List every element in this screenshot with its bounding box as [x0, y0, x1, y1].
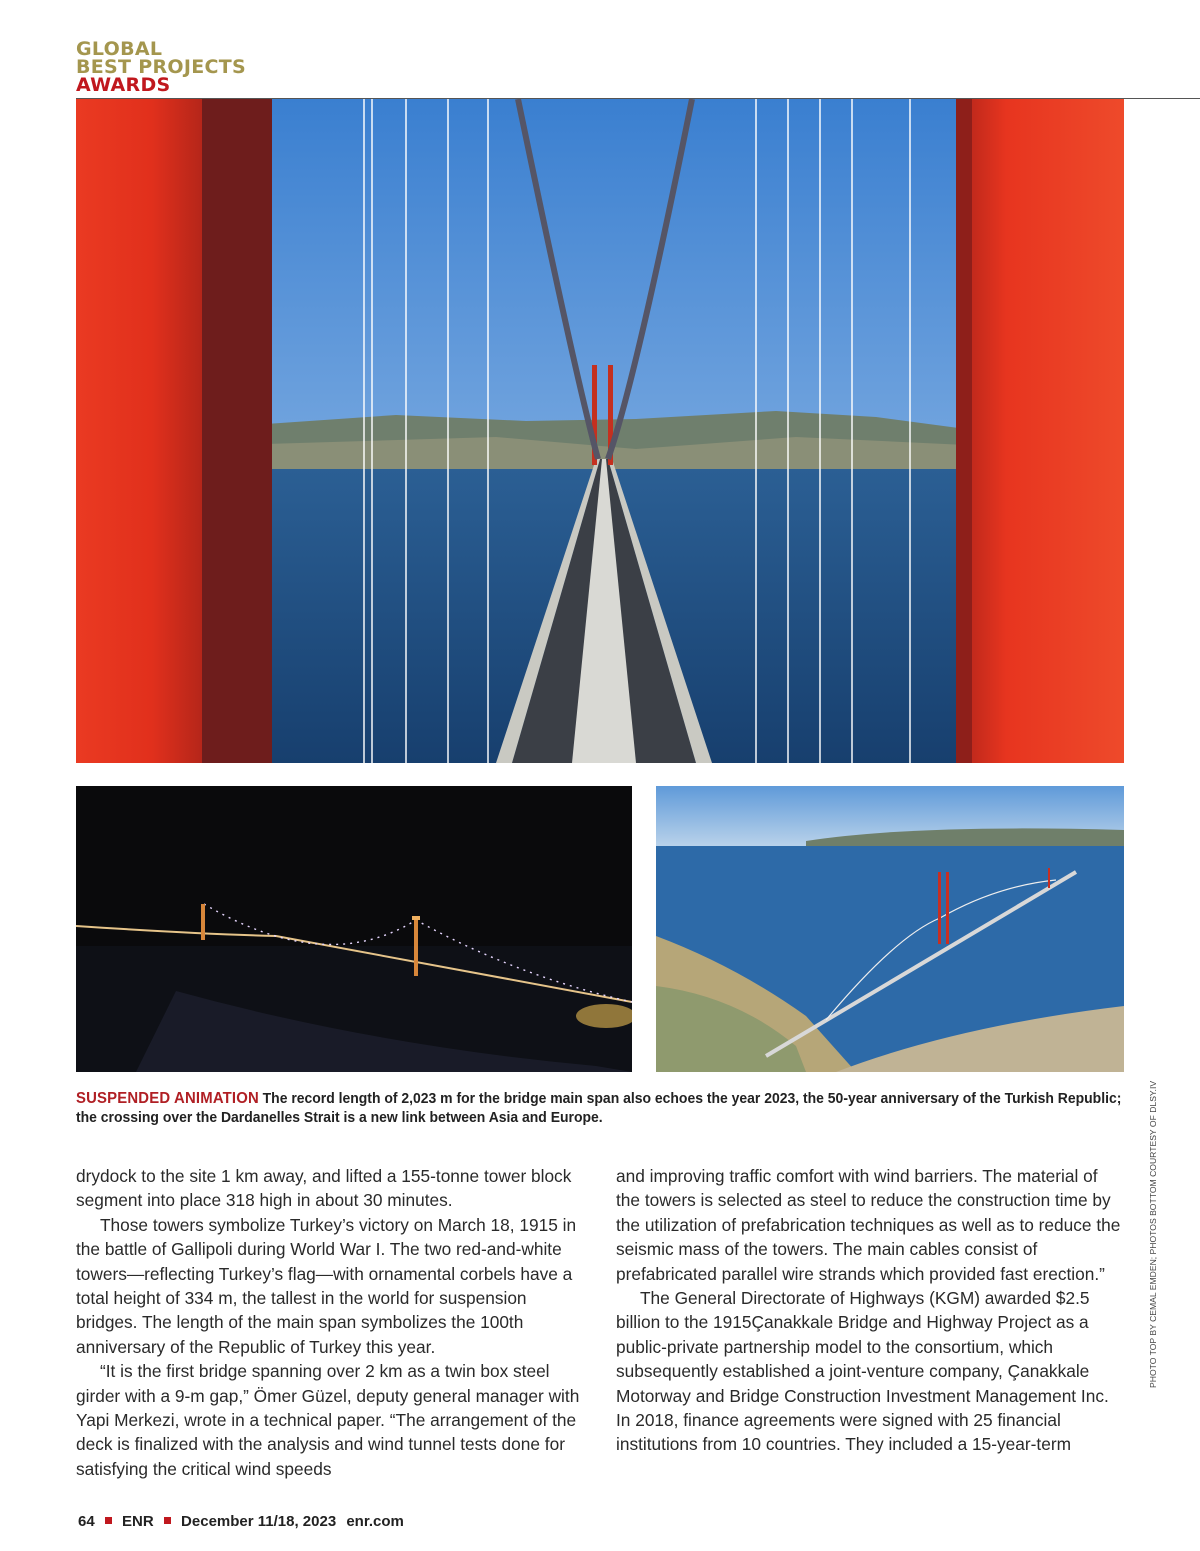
section-header-line3: AWARDS — [76, 74, 171, 96]
photo-credit-anchor — [1148, 1080, 1160, 1389]
paragraph: Those towers symbolize Turkey’s victory on March 18, 1915 in the battle of Gallipoli during World War I. The two red-and-white towers—reflecting Turkey’s flag—with ornamental corbels have a total height of 334 m, the tallest in the world for suspension bridges. The length of the main span symbolizes the 100th anniversary of the Republic of Turkey this year. — [76, 1214, 577, 1357]
paragraph: and improving traffic comfort with wind barriers. The material of the towers is selected as steel to reduce the construction time by the utilization of prefabrication techniques as well as to reduce the seismic mass of the towers. The main cables consist of prefabricated parallel wire strands which provided fast erection.” — [616, 1166, 1121, 1284]
footer-magazine: ENR — [122, 1513, 154, 1530]
footer-date: December 11/18, 2023 — [181, 1513, 337, 1530]
caption-text: The record length of 2,023 m for the bridge main span also echoes the year 2023, the 50-year anniversary of the Turkish Republic; the crossing over the Dardanelles Strait is a new link between Asia and Europe. — [76, 1090, 1122, 1126]
footer-site: enr.com — [346, 1513, 404, 1530]
section-header-line2: BEST PROJECTS — [76, 56, 246, 78]
article-column-left — [76, 1164, 588, 1481]
bridge-deck-illustration — [76, 99, 1124, 763]
aerial-bridge-illustration — [656, 786, 1124, 1072]
paragraph: “It is the first bridge spanning over 2 km as a twin box steel girder with a 9-m gap,” Ömer Güzel, deputy general manager with Yapi Merkezi, wrote in a technical paper. “The arrangement of the deck is finalized with the analysis and wind tunnel tests done for satisfying the critical wind speeds — [76, 1361, 580, 1479]
paragraph: drydock to the site 1 km away, and lifted a 155-tonne tower block segment into place 318 high in about 30 minutes. — [76, 1166, 572, 1211]
photo-bridge-at-night — [76, 786, 632, 1072]
photo-caption — [76, 1089, 1122, 1127]
caption-kicker: SUSPENDED ANIMATION — [76, 1090, 259, 1107]
section-header — [76, 40, 246, 94]
footer-separator — [105, 1517, 112, 1524]
footer-separator — [164, 1517, 171, 1524]
article-column-right — [616, 1164, 1124, 1457]
paragraph: The General Directorate of Highways (KGM) awarded $2.5 billion to the 1915Çanakkale Bridge and Highway Project as a public-private partnership model to the consortium, which subsequently established a joint-venture company, Çanakkale Motorway and Bridge Construction Investment Management Inc. In 2018, finance agreements were signed with 25 financial institutions from 10 countries. They included a 15-year-term — [616, 1288, 1109, 1455]
page-number: 64 — [78, 1513, 95, 1530]
page-footer — [78, 1513, 404, 1533]
section-header-line1: GLOBAL — [76, 38, 163, 60]
photo-bridge-deck-view — [76, 99, 1124, 763]
night-bridge-illustration — [76, 786, 632, 1072]
photo-bridge-aerial — [656, 786, 1124, 1072]
photo-credit: PHOTO TOP BY CEMAL EMDEN; PHOTOS BOTTOM COURTESY OF DLSY.IV — [1148, 1080, 1158, 1388]
